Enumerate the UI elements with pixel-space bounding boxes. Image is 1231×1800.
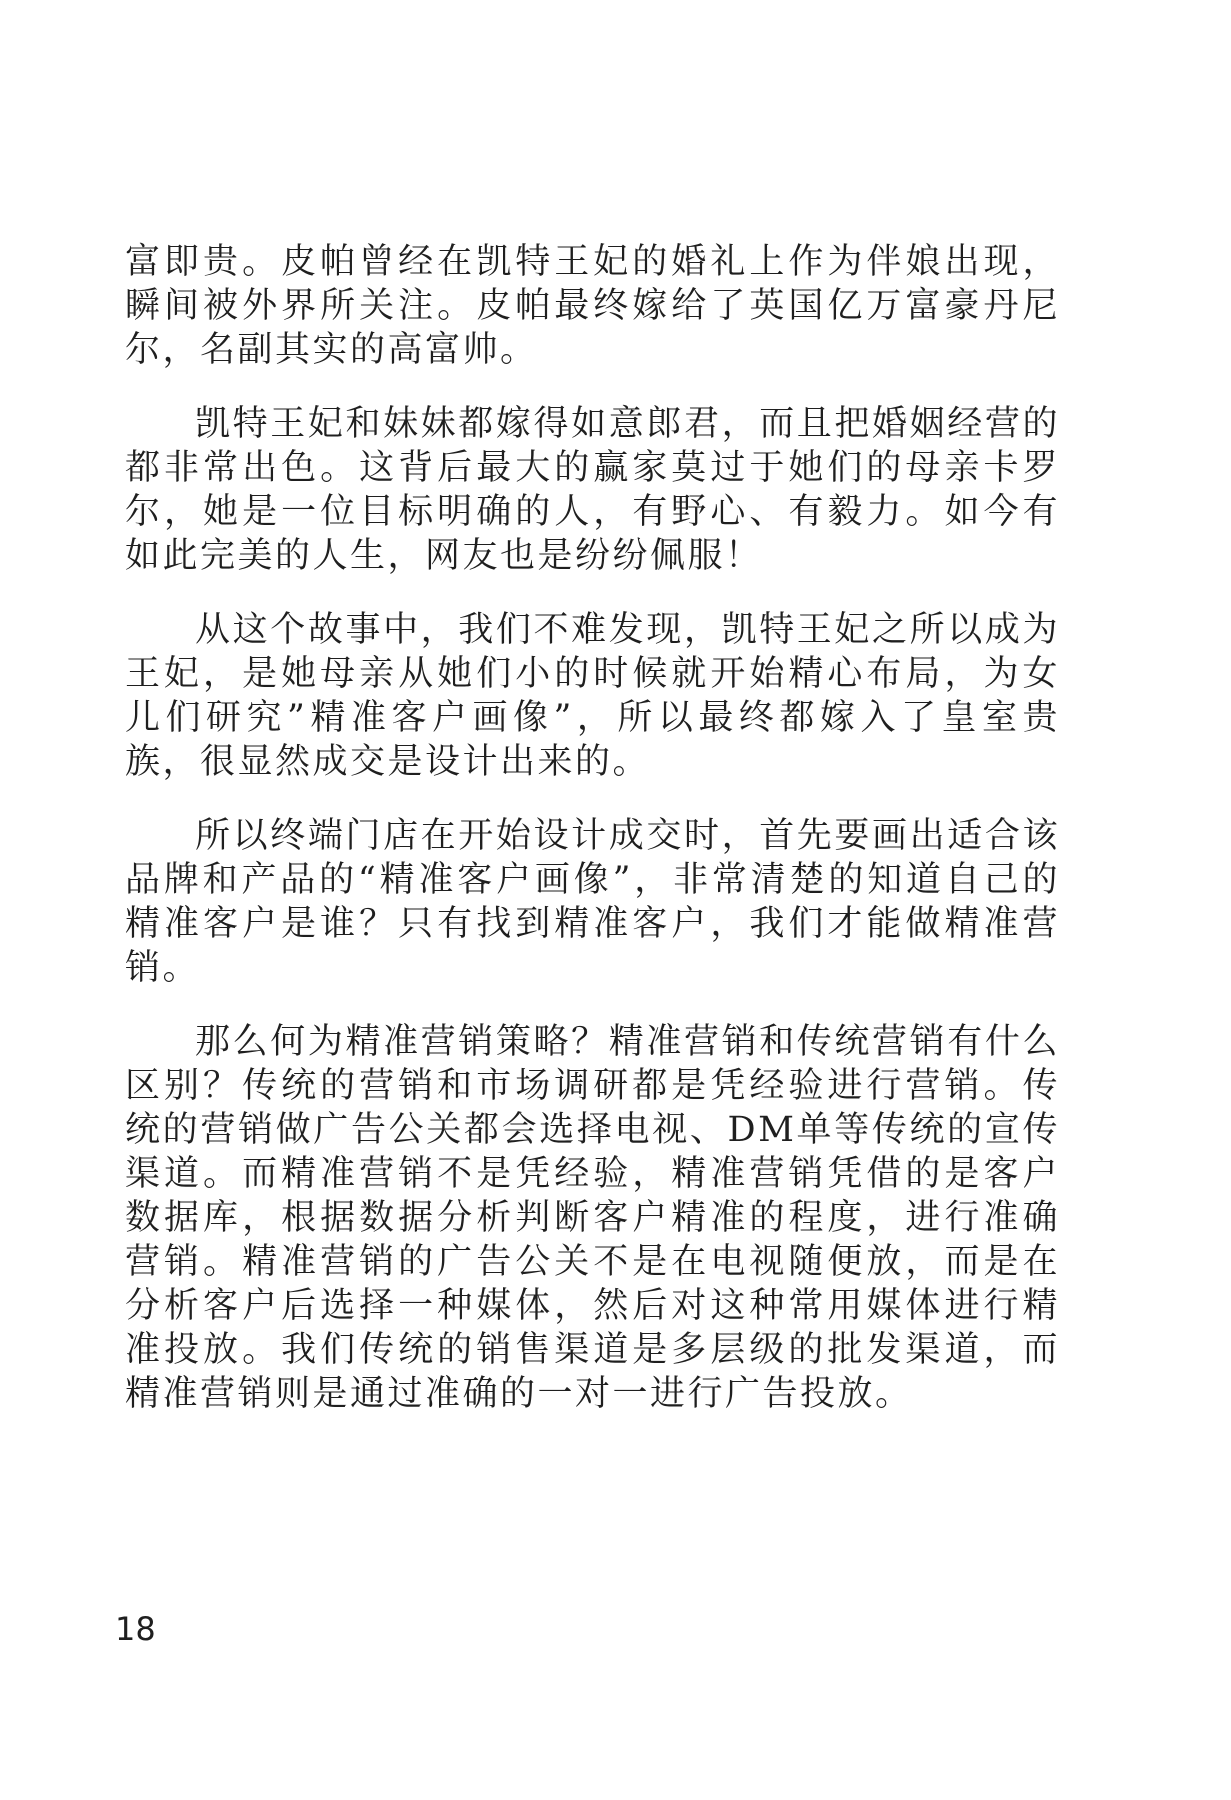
paragraph-5: 那么何为精准营销策略？精准营销和传统营销有什么区别？传统的营销和市场调研都是凭经验进行营销。传统的营销做广告公关都会选择电视、DM单等传统的宣传渠道。而精准营销不是凭经验，精准营销凭借的是客户数据库，根据数据分析判断客户精准的程度，进行准确营销。精准营销的广告公关不是在电视随便放，而是在分析客户后选择一种媒体，然后对这种常用媒体进行精准投放。我们传统的销售渠道是多层级的批发渠道，而精准营销则是通过准确的一对一进行广告投放。 bbox=[125, 1022, 1060, 1414]
page-number: 18 bbox=[115, 1610, 156, 1648]
paragraph-1: 富即贵。皮帕曾经在凯特王妃的婚礼上作为伴娘出现，瞬间被外界所关注。皮帕最终嫁给了英国亿万富豪丹尼尔，名副其实的高富帅。 bbox=[125, 242, 1060, 370]
paragraph-2: 凯特王妃和妹妹都嫁得如意郎君，而且把婚姻经营的都非常出色。这背后最大的赢家莫过于她们的母亲卡罗尔，她是一位目标明确的人，有野心、有毅力。如今有如此完美的人生，网友也是纷纷佩服！ bbox=[125, 404, 1060, 576]
body-text bbox=[125, 240, 1060, 1446]
paragraph-3: 从这个故事中，我们不难发现，凯特王妃之所以成为王妃，是她母亲从她们小的时候就开始精心布局，为女儿们研究”精准客户画像”，所以最终都嫁入了皇室贵族，很显然成交是设计出来的。 bbox=[125, 610, 1060, 782]
paragraph-4: 所以终端门店在开始设计成交时，首先要画出适合该品牌和产品的“精准客户画像”，非常清楚的知道自己的精准客户是谁？只有找到精准客户，我们才能做精准营销。 bbox=[125, 816, 1060, 988]
